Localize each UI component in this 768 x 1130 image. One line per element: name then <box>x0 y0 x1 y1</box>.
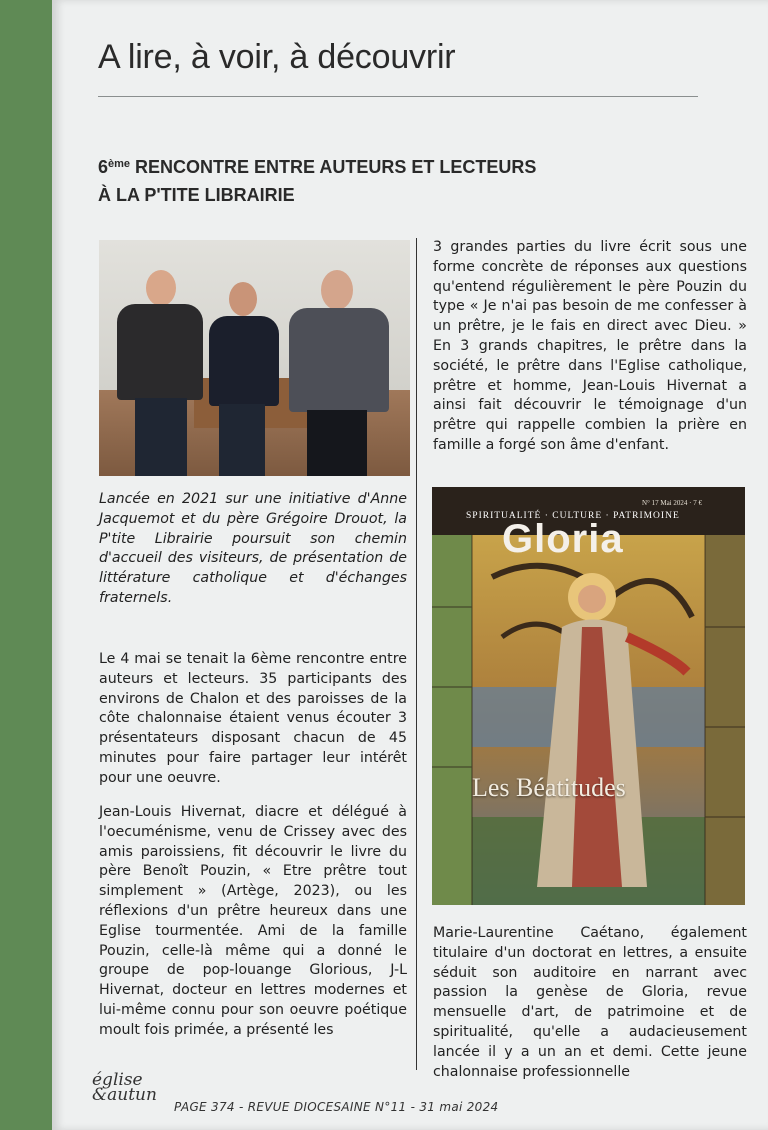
logo-line-1: église <box>92 1070 143 1090</box>
logo-line-2: &autun <box>92 1085 157 1105</box>
headline-ordinal-suffix: ème <box>108 158 131 170</box>
diocese-logo <box>92 1070 157 1105</box>
side-color-band <box>0 0 52 1130</box>
section-title: A lire, à voir, à découvrir <box>98 38 456 76</box>
title-rule <box>98 96 698 97</box>
page-footer: PAGE 374 - REVUE DIOCESAINE N°11 - 31 mai 2024 <box>174 1100 499 1114</box>
article-headline <box>98 150 658 209</box>
cover-magazine-title: Gloria <box>502 517 624 561</box>
paragraph-1: Le 4 mai se tenait la 6ème rencontre entre auteurs et lecteurs. 35 participants des environs de Chalon et des paroisses de la côte chalonnaise étaient venus écouter 3 présentateurs disposant chacun de 45 minutes pour faire partager leur intérêt pour une oeuvre. <box>99 651 407 786</box>
intro-paragraph: Lancée en 2021 sur une initiative d'Anne Jacquemot et du père Grégoire Drouot, la P'tite Librairie poursuit son chemin d'accueil des visiteurs, de présentation de littérature catholique et d'échanges fraternels. <box>99 491 407 606</box>
paragraph-4: Marie-Laurentine Caétano, également titulaire d'un doctorat en lettres, a ensuite séduit son auditoire en narrant avec passion la genèse de Gloria, revue mensuelle d'art, de patrimoine et de spiritualité, qu'elle a audacieusement lancée il y a un an et demi. Cette jeune chalonnaise professionnelle <box>433 925 747 1080</box>
event-photo <box>99 240 410 476</box>
magazine-cover-image <box>432 487 745 905</box>
headline-line1: RENCONTRE ENTRE AUTEURS ET LECTEURS <box>130 157 537 177</box>
cover-tagline: SPIRITUALITÉ · CULTURE · PATRIMOINE <box>466 511 680 521</box>
column-divider <box>416 238 417 1070</box>
headline-line2: À LA P'TITE LIBRAIRIE <box>98 185 295 205</box>
headline-ordinal: 6 <box>98 157 109 177</box>
paragraph-3: 3 grandes parties du livre écrit sous une forme concrète de réponses aux questions qu'entend régulièrement le père Pouzin du type « Je n'ai pas besoin de me confesser à un prêtre, je le fais en direct avec Dieu. » En 3 grands chapitres, le prêtre dans la société, le prêtre dans l'Eglise catholique, prêtre et homme, Jean-Louis Hivernat a ainsi fait découvrir le témoignage d'un prêtre qui rappelle combien la prière en famille a forgé son âme d'enfant. <box>433 239 747 453</box>
paragraph-2: Jean-Louis Hivernat, diacre et délégué à l'oecuménisme, venu de Crissey avec des amis paroissiens, fit découvrir le livre du père Benoît Pouzin, « Etre prêtre tout simplement » (Artège, 2023), ou les réflexions d'un prêtre heureux dans une Eglise tourmentée. Ami de la famille Pouzin, celle-là même qui a donné le groupe de pop-louange Glorious, J-L Hivernat, docteur en lettres modernes et lui-même connu pour son oeuvre poétique moult fois primée, a présenté les <box>99 804 407 1038</box>
cover-subtitle: Les Béatitudes <box>472 773 626 802</box>
cover-issue-info: N° 17 Mai 2024 · 7 € <box>642 499 702 507</box>
